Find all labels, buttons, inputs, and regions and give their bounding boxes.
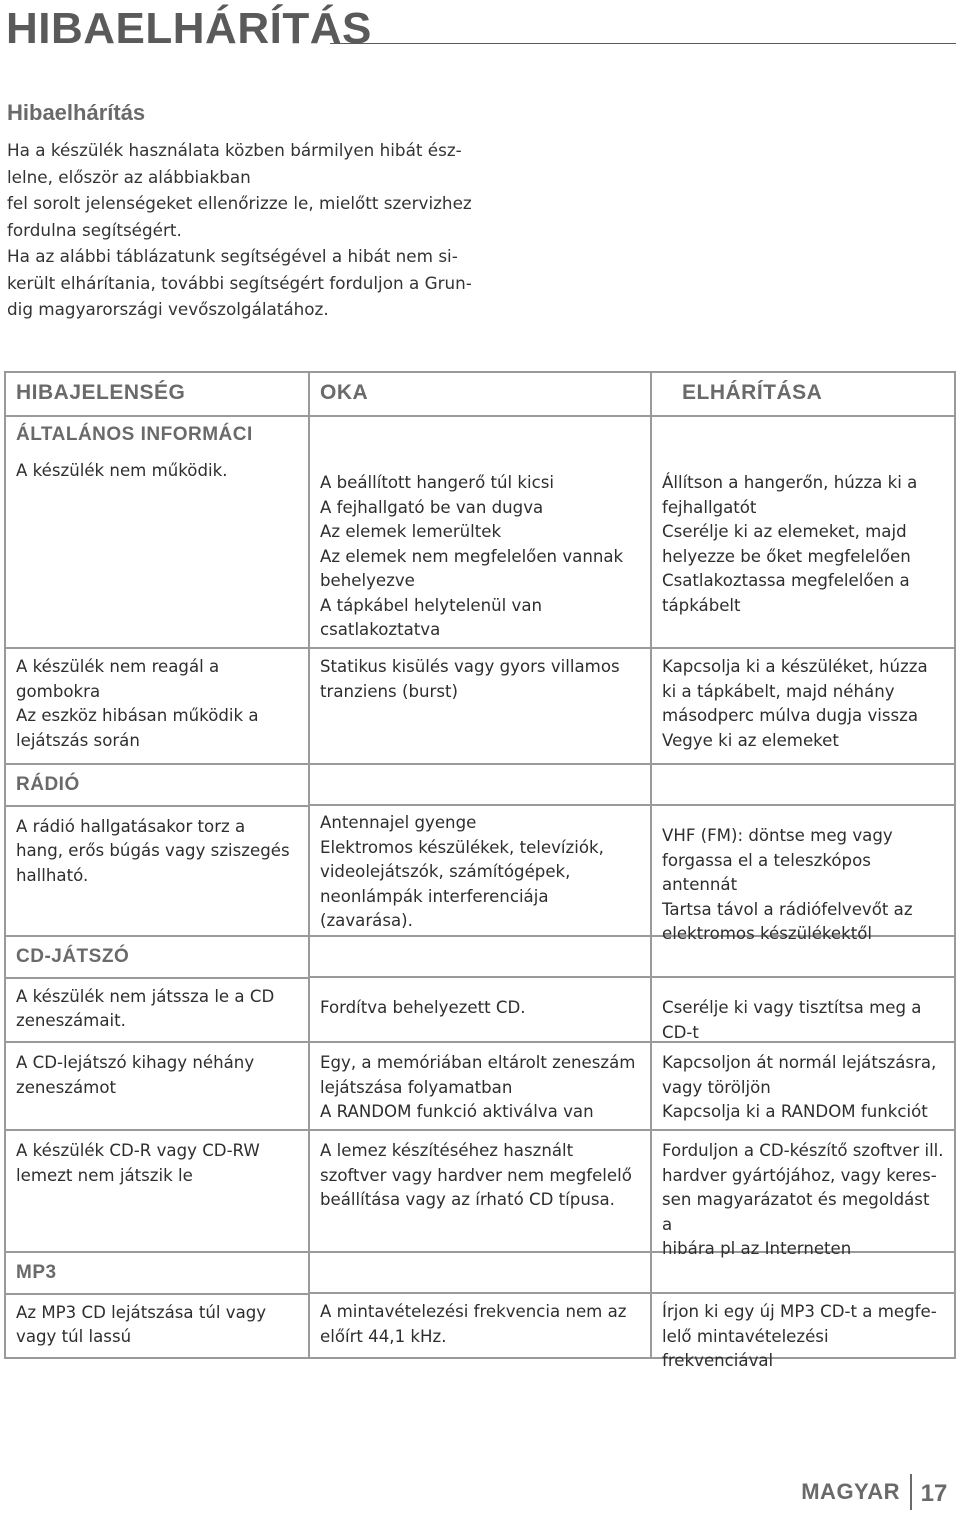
cause-text: A lemez készítéséhez használt bbox=[320, 1141, 574, 1160]
cause-text: beállítása vagy az írható CD típusa. bbox=[320, 1190, 615, 1209]
remedy-text: másodperc múlva dugja vissza bbox=[662, 706, 919, 725]
intro-line: Ha az alábbi táblázatunk segítségével a hibát nem si- bbox=[7, 246, 458, 266]
remedy-text: Kapcsolja ki a készüléket, húzza bbox=[662, 657, 928, 676]
table-row bbox=[6, 763, 954, 943]
remedy-text: forgassa el a teleszkópos antennát bbox=[662, 850, 871, 894]
cause-text: Antennajel gyenge bbox=[320, 813, 477, 832]
cause-cell bbox=[310, 459, 652, 647]
intro-line: fel sorolt jelenségeket ellenőrizze le, mielőtt szervizhez bbox=[7, 193, 472, 213]
cause-cell bbox=[310, 649, 652, 763]
cause-text: előírt 44,1 kHz. bbox=[320, 1326, 447, 1346]
symptom-text: A készülék nem játssza le a CD bbox=[16, 986, 275, 1006]
remedy-text: hibára pl az Interneten bbox=[662, 1239, 852, 1258]
remedy-text: CD-t bbox=[662, 1022, 699, 1042]
symptom-cell bbox=[6, 1131, 310, 1251]
cause-text: csatlakoztatva bbox=[320, 620, 441, 639]
symptom-cell bbox=[6, 1043, 310, 1129]
section-header-mp3: MP3 bbox=[16, 1262, 57, 1283]
remedy-cell bbox=[652, 765, 954, 943]
symptom-text: gombokra bbox=[16, 681, 101, 701]
page-number: 17 bbox=[910, 1474, 956, 1510]
intro-paragraph-1 bbox=[7, 137, 477, 243]
remedy-text: fejhallgatót bbox=[662, 497, 757, 517]
table-row bbox=[6, 935, 954, 1041]
column-header-symptom: HIBAJELENSÉG bbox=[16, 381, 186, 404]
symptom-cell bbox=[6, 1253, 310, 1357]
header-cell-symptom bbox=[6, 373, 310, 459]
remedy-cell bbox=[652, 1131, 954, 1258]
symptom-text: lejátszás során bbox=[16, 730, 140, 750]
cause-text: A tápkábel helytelenül van bbox=[320, 595, 543, 615]
remedy-text: sen magyarázatot és megoldást a bbox=[662, 1190, 930, 1234]
cause-cell bbox=[310, 1131, 652, 1251]
symptom-text: zeneszámot bbox=[16, 1077, 116, 1097]
header-cell-cause bbox=[310, 373, 652, 459]
remedy-text: Kapcsoljon át normál lejátszásra, bbox=[662, 1053, 937, 1072]
table-header-row bbox=[6, 373, 954, 459]
remedy-text: elektromos készülékektől bbox=[662, 924, 873, 943]
remedy-text: Kapcsolja ki a RANDOM funkciót bbox=[662, 1102, 928, 1121]
remedy-text: lelő mintavételezési frekvenciával bbox=[662, 1326, 829, 1370]
symptom-text: Az eszköz hibásan működik a bbox=[16, 706, 259, 725]
remedy-text: helyezze be őket megfelelően bbox=[662, 546, 911, 566]
cause-text: szoftver vagy hardver nem megfelelő bbox=[320, 1165, 632, 1185]
remedy-text: hardver gyártójához, vagy keres- bbox=[662, 1165, 937, 1185]
cause-text: videolejátszók, számítógépek, bbox=[320, 862, 571, 881]
cause-text: A beállított hangerő túl kicsi bbox=[320, 473, 555, 492]
remedy-cell bbox=[652, 1253, 954, 1370]
cause-text: Az elemek lemerültek bbox=[320, 522, 502, 541]
cause-text: Fordítva behelyezett CD. bbox=[320, 998, 526, 1017]
cause-text: A RANDOM funkció aktiválva van bbox=[320, 1102, 594, 1121]
symptom-text: A CD-lejátszó kihagy néhány bbox=[16, 1053, 255, 1072]
section-header-radio: RÁDIÓ bbox=[16, 774, 80, 795]
symptom-text: A készülék nem működik. bbox=[16, 461, 228, 480]
title-rule bbox=[330, 43, 956, 44]
symptom-text: lemezt nem játszik le bbox=[16, 1165, 193, 1185]
remedy-text: Állítson a hangerőn, húzza ki a bbox=[662, 473, 918, 492]
cause-text: (zavarása). bbox=[320, 911, 413, 930]
symptom-text: Az MP3 CD lejátszása túl vagy bbox=[16, 1302, 267, 1322]
table-row bbox=[6, 1129, 954, 1258]
symptom-text: hang, erős búgás vagy sziszegés bbox=[16, 841, 290, 860]
cause-text: Az elemek nem megfelelően vannak bbox=[320, 546, 624, 566]
cause-text: Statikus kisülés vagy gyors villamos bbox=[320, 657, 620, 676]
cause-cell bbox=[310, 1043, 652, 1129]
remedy-text: tápkábelt bbox=[662, 595, 741, 615]
table-row bbox=[6, 459, 954, 647]
intro-line: lelne, először az alábbiakban bbox=[7, 166, 251, 187]
remedy-cell bbox=[652, 937, 954, 1041]
table-row bbox=[6, 1251, 954, 1370]
remedy-text: Cserélje ki az elemeket, majd bbox=[662, 522, 907, 541]
remedy-text: VHF (FM): döntse meg vagy bbox=[662, 826, 893, 845]
cause-text: Egy, a memóriában eltárolt zeneszám bbox=[320, 1053, 636, 1072]
symptom-cell bbox=[6, 765, 310, 935]
intro-line: került elhárítania, további segítségért forduljon a Grun- bbox=[7, 272, 472, 293]
symptom-text: A készülék CD-R vagy CD-RW bbox=[16, 1141, 260, 1160]
remedy-text: Vegye ki az elemeket bbox=[662, 730, 839, 750]
cause-text: tranziens (burst) bbox=[320, 681, 458, 701]
troubleshooting-table bbox=[4, 371, 956, 1370]
section-header-cd: CD-JÁTSZÓ bbox=[16, 946, 130, 967]
intro-line: dig magyarországi vevőszolgálatához. bbox=[7, 299, 329, 319]
cause-text: A mintavételezési frekvencia nem az bbox=[320, 1302, 627, 1321]
section-header-general: ÁLTALÁNOS INFORMÁCI bbox=[16, 423, 253, 445]
symptom-cell bbox=[6, 459, 310, 647]
remedy-text: vagy töröljön bbox=[662, 1077, 771, 1097]
symptom-text: zeneszámait. bbox=[16, 1011, 126, 1030]
intro-text bbox=[7, 137, 477, 323]
cause-cell bbox=[310, 937, 652, 1041]
remedy-text: Tartsa távol a rádiófelvevőt az bbox=[662, 899, 913, 919]
column-header-cause: OKA bbox=[320, 381, 369, 404]
remedy-cell bbox=[652, 1043, 954, 1129]
symptom-text: hallható. bbox=[16, 865, 89, 885]
symptom-cell bbox=[6, 649, 310, 763]
section-heading: Hibaelhárítás bbox=[7, 100, 146, 125]
cause-text: Elektromos készülékek, televíziók, bbox=[320, 837, 604, 857]
intro-line: Ha a készülék használata közben bármilyen hibát ész- bbox=[7, 140, 462, 160]
cause-text: neonlámpák interferenciája bbox=[320, 886, 549, 906]
remedy-text: Cserélje ki vagy tisztítsa meg a bbox=[662, 998, 922, 1017]
table-row bbox=[6, 1041, 954, 1129]
footer-language: MAGYAR bbox=[801, 1479, 900, 1504]
remedy-cell bbox=[652, 649, 954, 763]
table-row bbox=[6, 647, 954, 763]
remedy-cell bbox=[652, 459, 954, 647]
remedy-text: Forduljon a CD-készítő szoftver ill. bbox=[662, 1141, 944, 1160]
page-title: HIBAELHÁRÍTÁS bbox=[6, 4, 372, 53]
symptom-text: A készülék nem reagál a bbox=[16, 657, 220, 676]
remedy-text: ki a tápkábelt, majd néhány bbox=[662, 681, 895, 701]
symptom-text: A rádió hallgatásakor torz a bbox=[16, 816, 246, 836]
intro-line: fordulna segítségért. bbox=[7, 219, 182, 240]
cause-text: behelyezve bbox=[320, 571, 415, 590]
cause-text: A fejhallgató be van dugva bbox=[320, 497, 544, 517]
cause-cell bbox=[310, 765, 652, 935]
remedy-text: Csatlakoztassa megfelelően a bbox=[662, 571, 910, 590]
column-header-remedy: ELHÁRÍTÁSA bbox=[682, 381, 823, 404]
cause-cell bbox=[310, 1253, 652, 1357]
symptom-text: vagy túl lassú bbox=[16, 1327, 132, 1346]
cause-text: lejátszása folyamatban bbox=[320, 1077, 513, 1097]
remedy-text: Írjon ki egy új MP3 CD-t a megfe- bbox=[662, 1302, 937, 1321]
header-cell-remedy bbox=[652, 373, 954, 459]
intro-paragraph-2 bbox=[7, 243, 477, 323]
symptom-cell bbox=[6, 937, 310, 1041]
